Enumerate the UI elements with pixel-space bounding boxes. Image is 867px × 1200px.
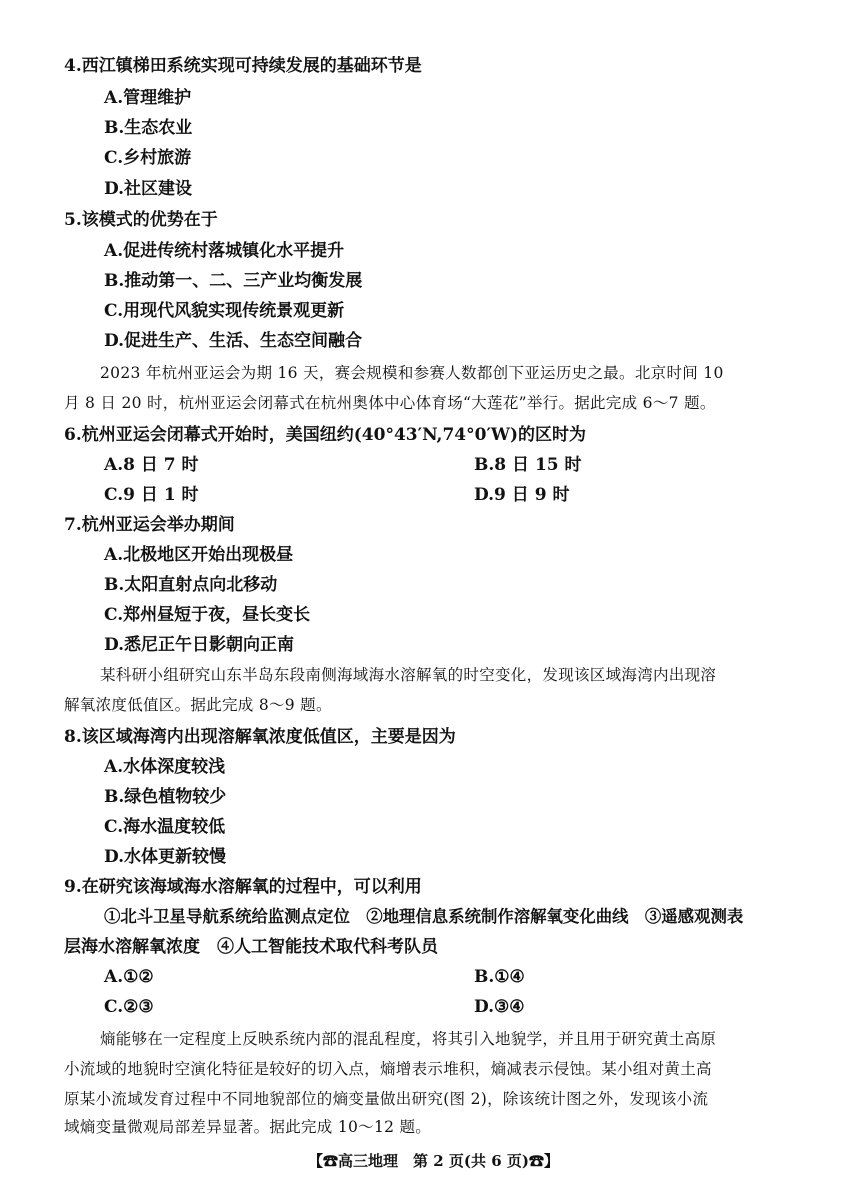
question-5-option-a: A.促进传统村落城镇化水平提升 (104, 241, 345, 261)
question-8-option-a: A.水体深度较浅 (104, 757, 226, 777)
question-6-option-d: D.9 日 9 时 (474, 485, 570, 505)
question-4-stem: 4.西江镇梯田系统实现可持续发展的基础环节是 (64, 56, 422, 76)
intro-10-12-line-3: 原某小流域发育过程中不同地貌部位的熵变量做出研究(图 2)，除该统计图之外，发现该小流 (64, 1090, 709, 1108)
question-6-stem: 6.杭州亚运会闭幕式开始时，美国纽约(40°43′N,74°0′W)的区时为 (64, 425, 587, 445)
question-5-option-d: D.促进生产、生活、生态空间融合 (104, 331, 363, 351)
question-8-option-d: D.水体更新较慢 (104, 847, 227, 867)
question-6-option-c: C.9 日 1 时 (104, 485, 199, 505)
question-5-option-c: C.用现代风貌实现传统景观更新 (104, 301, 345, 321)
intro-10-12-line-4: 域熵变量微观局部差异显著。据此完成 10～12 题。 (64, 1118, 432, 1136)
intro-10-12-line-1: 熵能够在一定程度上反映系统内部的混乱程度，将其引入地貌学，并且用于研究黄土高原 (100, 1030, 717, 1048)
question-9-option-c: C.②③ (104, 997, 154, 1017)
question-7-option-b: B.太阳直射点向北移动 (104, 575, 278, 595)
question-5-option-b: B.推动第一、二、三产业均衡发展 (104, 271, 363, 291)
question-8-option-b: B.绿色植物较少 (104, 787, 227, 807)
intro-10-12-line-2: 小流域的地貌时空演化特征是较好的切入点，熵增表示堆积，熵减表示侵蚀。某小组对黄土高 (64, 1060, 712, 1078)
question-6-option-b: B.8 日 15 时 (474, 455, 582, 475)
question-6-option-a: A.8 日 7 时 (104, 455, 199, 475)
question-8-option-c: C.海水温度较低 (104, 817, 226, 837)
question-7-option-d: D.悉尼正午日影朝向正南 (104, 635, 295, 655)
question-8-stem: 8.该区域海湾内出现溶解氧浓度低值区，主要是因为 (64, 727, 456, 747)
question-9-stem: 9.在研究该海域海水溶解氧的过程中，可以利用 (64, 877, 422, 897)
intro-8-9-line-2: 解氧浓度低值区。据此完成 8～9 题。 (64, 696, 332, 714)
question-4-option-b: B.生态农业 (104, 118, 193, 138)
question-9-option-a: A.①② (104, 967, 154, 987)
question-7-option-a: A.北极地区开始出现极昼 (104, 545, 294, 565)
question-4-option-c: C.乡村旅游 (104, 148, 192, 168)
question-9-items-line-1: ①北斗卫星导航系统给监测点定位 ②地理信息系统制作溶解氧变化曲线 ③遥感观测表 (104, 907, 744, 926)
question-7-stem: 7.杭州亚运会举办期间 (64, 515, 235, 535)
question-4-option-a: A.管理维护 (104, 88, 192, 108)
intro-6-7-line-2: 月 8 日 20 时，杭州亚运会闭幕式在杭州奥体中心体育场“大莲花”举行。据此完成 6～7 题。 (64, 394, 716, 412)
question-9-items-line-2: 层海水溶解氧浓度 ④人工智能技术取代科考队员 (64, 937, 438, 957)
question-5-stem: 5.该模式的优势在于 (64, 210, 218, 230)
intro-6-7-line-1: 2023 年杭州亚运会为期 16 天，赛会规模和参赛人数都创下亚运历史之最。北京时间 10 (100, 364, 724, 382)
page-footer: 【☎高三地理 第 2 页(共 6 页)☎】 (308, 1152, 559, 1170)
question-9-option-b: B.①④ (474, 967, 525, 987)
intro-8-9-line-1: 某科研小组研究山东半岛东段南侧海域海水溶解氧的时空变化，发现该区域海湾内出现溶 (100, 666, 717, 684)
question-7-option-c: C.郑州昼短于夜，昼长变长 (104, 605, 311, 625)
question-4-option-d: D.社区建设 (104, 179, 193, 199)
question-9-option-d: D.③④ (474, 997, 525, 1017)
